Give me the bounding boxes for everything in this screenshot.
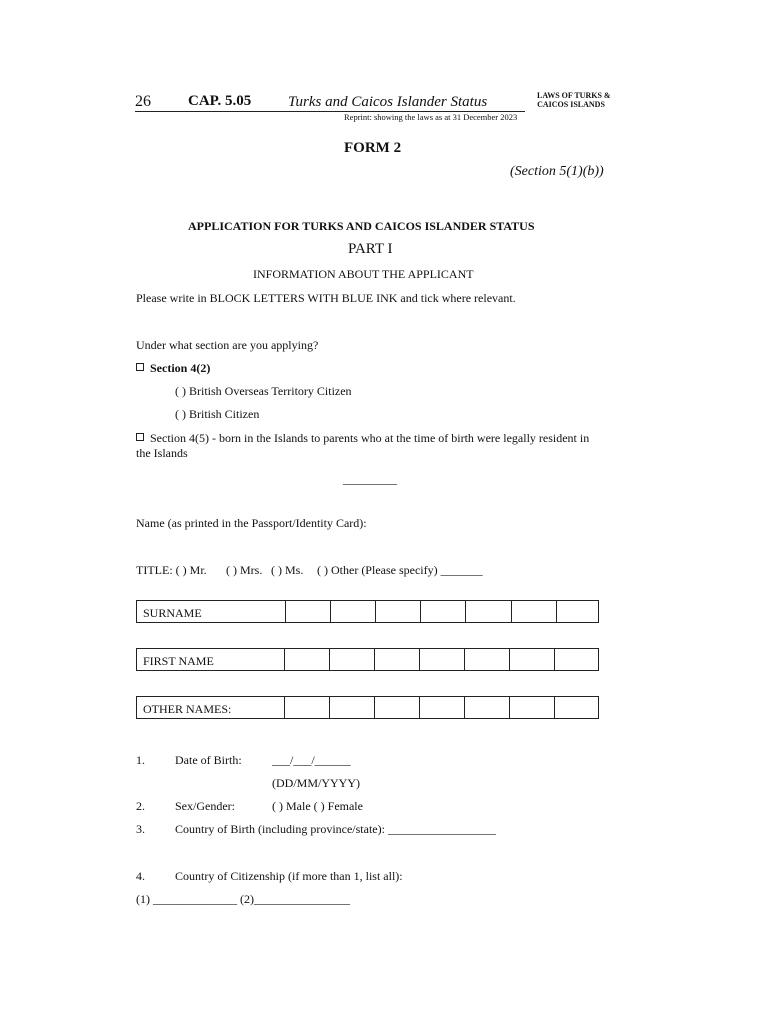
q2-label: Sex/Gender: <box>175 799 235 813</box>
reprint-note: Reprint: showing the laws as at 31 December 2023 <box>344 112 518 122</box>
gender-options[interactable]: ( ) Male ( ) Female <box>272 799 363 813</box>
option-section-4-5-label: Section 4(5) - born in the Islands to parents who at the time of birth were legally resident in <box>150 431 590 445</box>
option-british-citizen[interactable]: ( ) British Citizen <box>175 407 260 421</box>
option-section-4-5[interactable] <box>136 431 589 446</box>
letter-cell[interactable] <box>374 697 419 718</box>
info-heading: INFORMATION ABOUT THE APPLICANT <box>253 267 474 281</box>
checkbox-icon[interactable] <box>136 363 144 371</box>
title-option-ms[interactable]: ( ) Ms. <box>271 563 304 577</box>
letter-cell[interactable] <box>464 697 509 718</box>
letter-cell[interactable] <box>419 649 464 670</box>
letter-cell[interactable] <box>420 601 465 622</box>
letter-cell[interactable] <box>375 601 420 622</box>
letter-cell[interactable] <box>509 649 554 670</box>
letter-cell[interactable] <box>284 649 329 670</box>
option-section-4-2-label: Section 4(2) <box>150 361 211 375</box>
q1-number: 1. <box>136 753 145 767</box>
other-names-label: OTHER NAMES: <box>143 702 232 716</box>
citizenship-fields[interactable]: (1) ______________ (2)________________ <box>136 892 350 906</box>
form-title: FORM 2 <box>344 140 402 156</box>
page-number: 26 <box>135 93 151 110</box>
letter-cell[interactable] <box>284 697 329 718</box>
chapter-reference: CAP. 5.05 <box>188 93 252 109</box>
letter-cell[interactable] <box>419 697 464 718</box>
application-title: APPLICATION FOR TURKS AND CAICOS ISLANDER STATUS <box>188 219 535 233</box>
letter-cell[interactable] <box>464 649 509 670</box>
section-question: Under what section are you applying? <box>136 338 319 352</box>
other-names-field[interactable] <box>136 696 599 719</box>
surname-label: SURNAME <box>143 606 202 620</box>
option-section-4-5-continued: the Islands <box>136 446 188 460</box>
name-label: Name (as printed in the Passport/Identity Card): <box>136 516 367 530</box>
letter-cell[interactable] <box>330 601 375 622</box>
country-of-birth-field[interactable]: Country of Birth (including province/state): __________________ <box>175 822 496 836</box>
instructions: Please write in BLOCK LETTERS WITH BLUE INK and tick where relevant. <box>136 291 516 305</box>
surname-field[interactable] <box>136 600 599 623</box>
letter-cell[interactable] <box>554 697 599 718</box>
section-reference: (Section 5(1)(b)) <box>510 164 604 179</box>
letter-cell[interactable] <box>329 697 374 718</box>
q4-label: Country of Citizenship (if more than 1, list all): <box>175 869 403 883</box>
letter-cell[interactable] <box>556 601 601 622</box>
q2-number: 2. <box>136 799 145 813</box>
laws-label-line1: LAWS OF TURKS & <box>537 91 611 100</box>
q3-number: 3. <box>136 822 145 836</box>
part-heading: PART I <box>348 241 393 257</box>
option-bot-citizen[interactable]: ( ) British Overseas Territory Citizen <box>175 384 352 398</box>
letter-cell[interactable] <box>329 649 374 670</box>
laws-label <box>537 91 611 109</box>
date-of-birth-field[interactable]: ___/___/______ <box>272 753 351 767</box>
first-name-label: FIRST NAME <box>143 654 214 668</box>
first-name-field[interactable] <box>136 648 599 671</box>
title-option-mr[interactable]: TITLE: ( ) Mr. <box>136 563 207 577</box>
q4-number: 4. <box>136 869 145 883</box>
blank-line[interactable]: _________ <box>343 472 397 486</box>
letter-cell[interactable] <box>374 649 419 670</box>
option-section-4-2[interactable] <box>136 361 210 376</box>
letter-cell[interactable] <box>511 601 556 622</box>
q1-label: Date of Birth: <box>175 753 242 767</box>
letter-cell[interactable] <box>285 601 330 622</box>
date-format-hint: (DD/MM/YYYY) <box>272 776 360 790</box>
letter-cell[interactable] <box>554 649 599 670</box>
laws-label-line2: CAICOS ISLANDS <box>537 100 605 109</box>
title-option-other[interactable]: ( ) Other (Please specify) _______ <box>317 563 483 577</box>
title-option-mrs[interactable]: ( ) Mrs. <box>226 563 263 577</box>
letter-cell[interactable] <box>465 601 510 622</box>
letter-cell[interactable] <box>509 697 554 718</box>
checkbox-icon[interactable] <box>136 433 144 441</box>
document-title: Turks and Caicos Islander Status <box>288 94 488 110</box>
